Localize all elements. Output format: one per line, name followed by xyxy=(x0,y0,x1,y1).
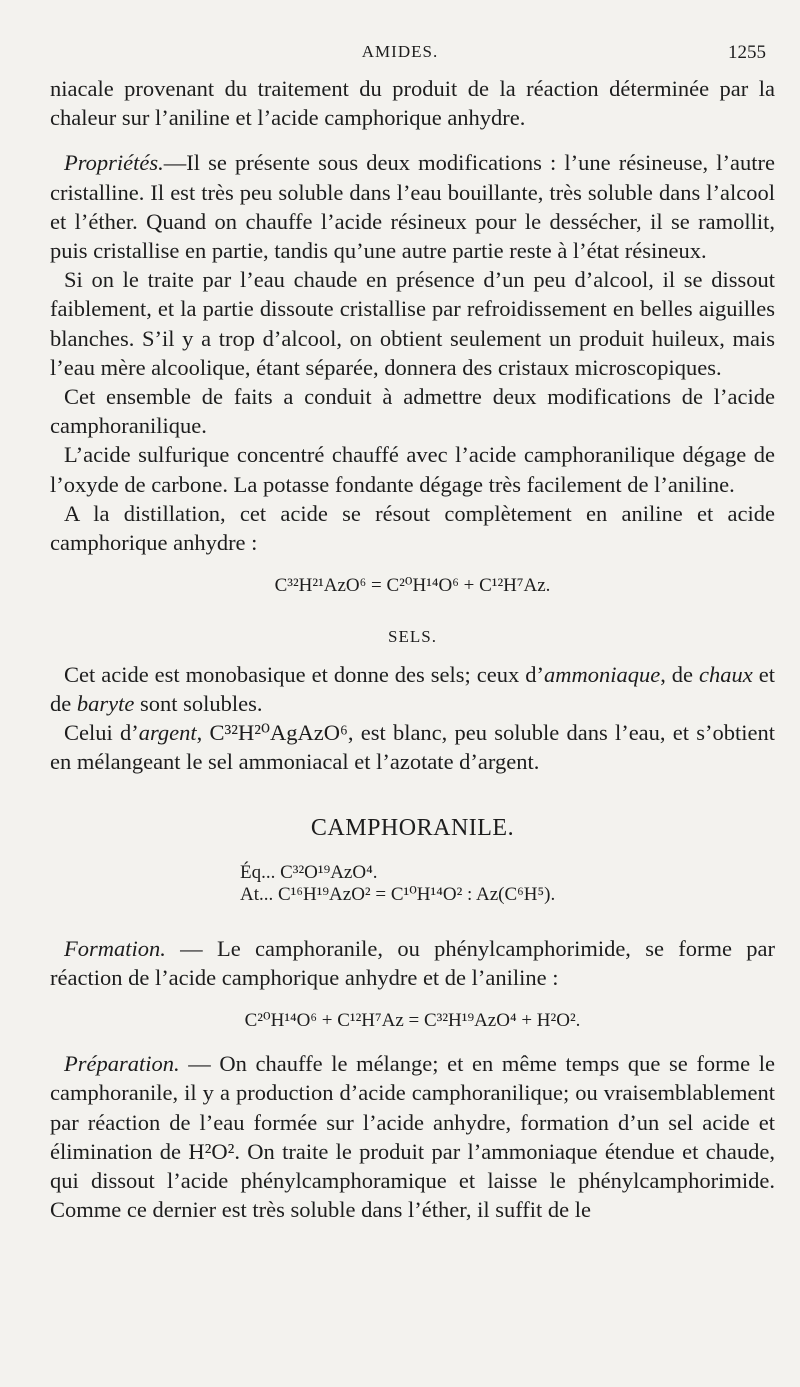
text-run-italic: chaux xyxy=(699,661,753,687)
paragraph-continuation: niacale provenant du traitement du produit de la réaction déterminée par la chaleur sur l’aniline et l’acide camphorique anhydre. xyxy=(50,76,775,131)
text-run: Cet acide est monobasique et donne des sels; ceux d’ xyxy=(64,661,544,687)
section-label-proprietes: Propriétés. xyxy=(64,150,164,176)
formula-block xyxy=(240,862,775,906)
text-run: et de xyxy=(50,661,775,716)
text-run-italic: argent xyxy=(138,720,197,746)
section-heading-camphoranile: CAMPHORANILE. xyxy=(310,815,515,842)
paragraph-acide-sulfurique: L’acide sulfurique concentré chauffé avec l’acide camphoranilique dégage de l’oxyde de carbone. La potasse fondante dégage très facilement de l’aniline. xyxy=(50,442,775,497)
paragraph-argent xyxy=(50,718,775,776)
section-label-preparation: Préparation. xyxy=(64,1051,180,1077)
text-run-italic: ammoniaque xyxy=(543,661,661,687)
section-label-formation: Formation. xyxy=(64,935,166,961)
equation-distillation: C³²H²¹AzO⁶ = C²⁰H¹⁴O⁶ + C¹²H⁷Az. xyxy=(274,575,551,597)
text-run: sont solubles. xyxy=(134,690,263,716)
text-run: , de xyxy=(660,661,700,687)
paragraph-proprietes xyxy=(50,148,775,265)
page-number: 1255 xyxy=(728,42,766,63)
paragraph-modifications: Cet ensemble de faits a conduit à admettre deux modifications de l’acide camphoranilique. xyxy=(50,384,775,439)
text-run-italic: baryte xyxy=(76,690,135,716)
text-body xyxy=(50,74,775,1225)
equation-formation: C²⁰H¹⁴O⁶ + C¹²H⁷Az = C³²H¹⁹AzO⁴ + H²O². xyxy=(244,1010,581,1032)
paragraph-monobasique xyxy=(50,660,775,718)
header-title: AMIDES. xyxy=(361,42,439,61)
paragraph-text: — On chauffe le mélange; et en même temps que se forme le camphoranile, il y a production d’acide camphoranilique; ou vraisemblablement par réaction de l’eau formée sur l’acide anhydre, formation d’un sel acide et élimination de H²O². On traite le produit par l’ammoniaque étendue et chaude, qui dissout l’acide phénylcamphoramique et laisse le phénylcamphorimide. Comme ce dernier est très soluble dans l’éther, il suffit de le xyxy=(50,1051,775,1223)
paragraph-text: —Il se présente sous deux modifications : l’une résineuse, l’autre cristalline. Il est très peu soluble dans l’eau bouillante, très soluble dans l’alcool et l’éther. Quand on chauffe l’acide résineux pour le dessécher, il se ramollit, puis cristallise en partie, tandis qu’une autre partie reste à l’état résineux. xyxy=(50,150,775,264)
formula-atomic: At... C¹⁶H¹⁹AzO² = C¹⁰H¹⁴O² : Az(C⁶H⁵). xyxy=(240,883,556,905)
formula-equivalent: Éq... C³²O¹⁹AzO⁴. xyxy=(240,861,378,883)
text-run: , C³²H²⁰AgAzO⁶, est blanc, peu soluble dans l’eau, et s’obtient en mélangeant le sel ammoniacal et l’azotate d’argent. xyxy=(50,720,775,775)
paragraph-distillation: A la distillation, cet acide se résout complètement en aniline et acide camphorique anhydre : xyxy=(50,500,775,556)
paragraph-text: — Le camphoranile, ou phénylcamphorimide, se forme par réaction de l’acide camphorique anhydre et de l’aniline : xyxy=(50,935,775,990)
text-run: Celui d’ xyxy=(64,720,139,746)
section-heading-sels: SELS. xyxy=(388,627,437,647)
paragraph-alcool: Si on le traite par l’eau chaude en présence d’un peu d’alcool, il se dissout faiblement, et la partie dissoute cristallise par refroidissement en belles aiguilles blanches. S’il y a trop d’alcool, on obtient seulement un produit huileux, mais l’eau mère alcoolique, étant séparée, donnera des cristaux microscopiques. xyxy=(50,267,775,380)
paragraph-preparation xyxy=(50,1049,775,1224)
paragraph-formation xyxy=(50,934,775,992)
running-header xyxy=(0,42,800,72)
